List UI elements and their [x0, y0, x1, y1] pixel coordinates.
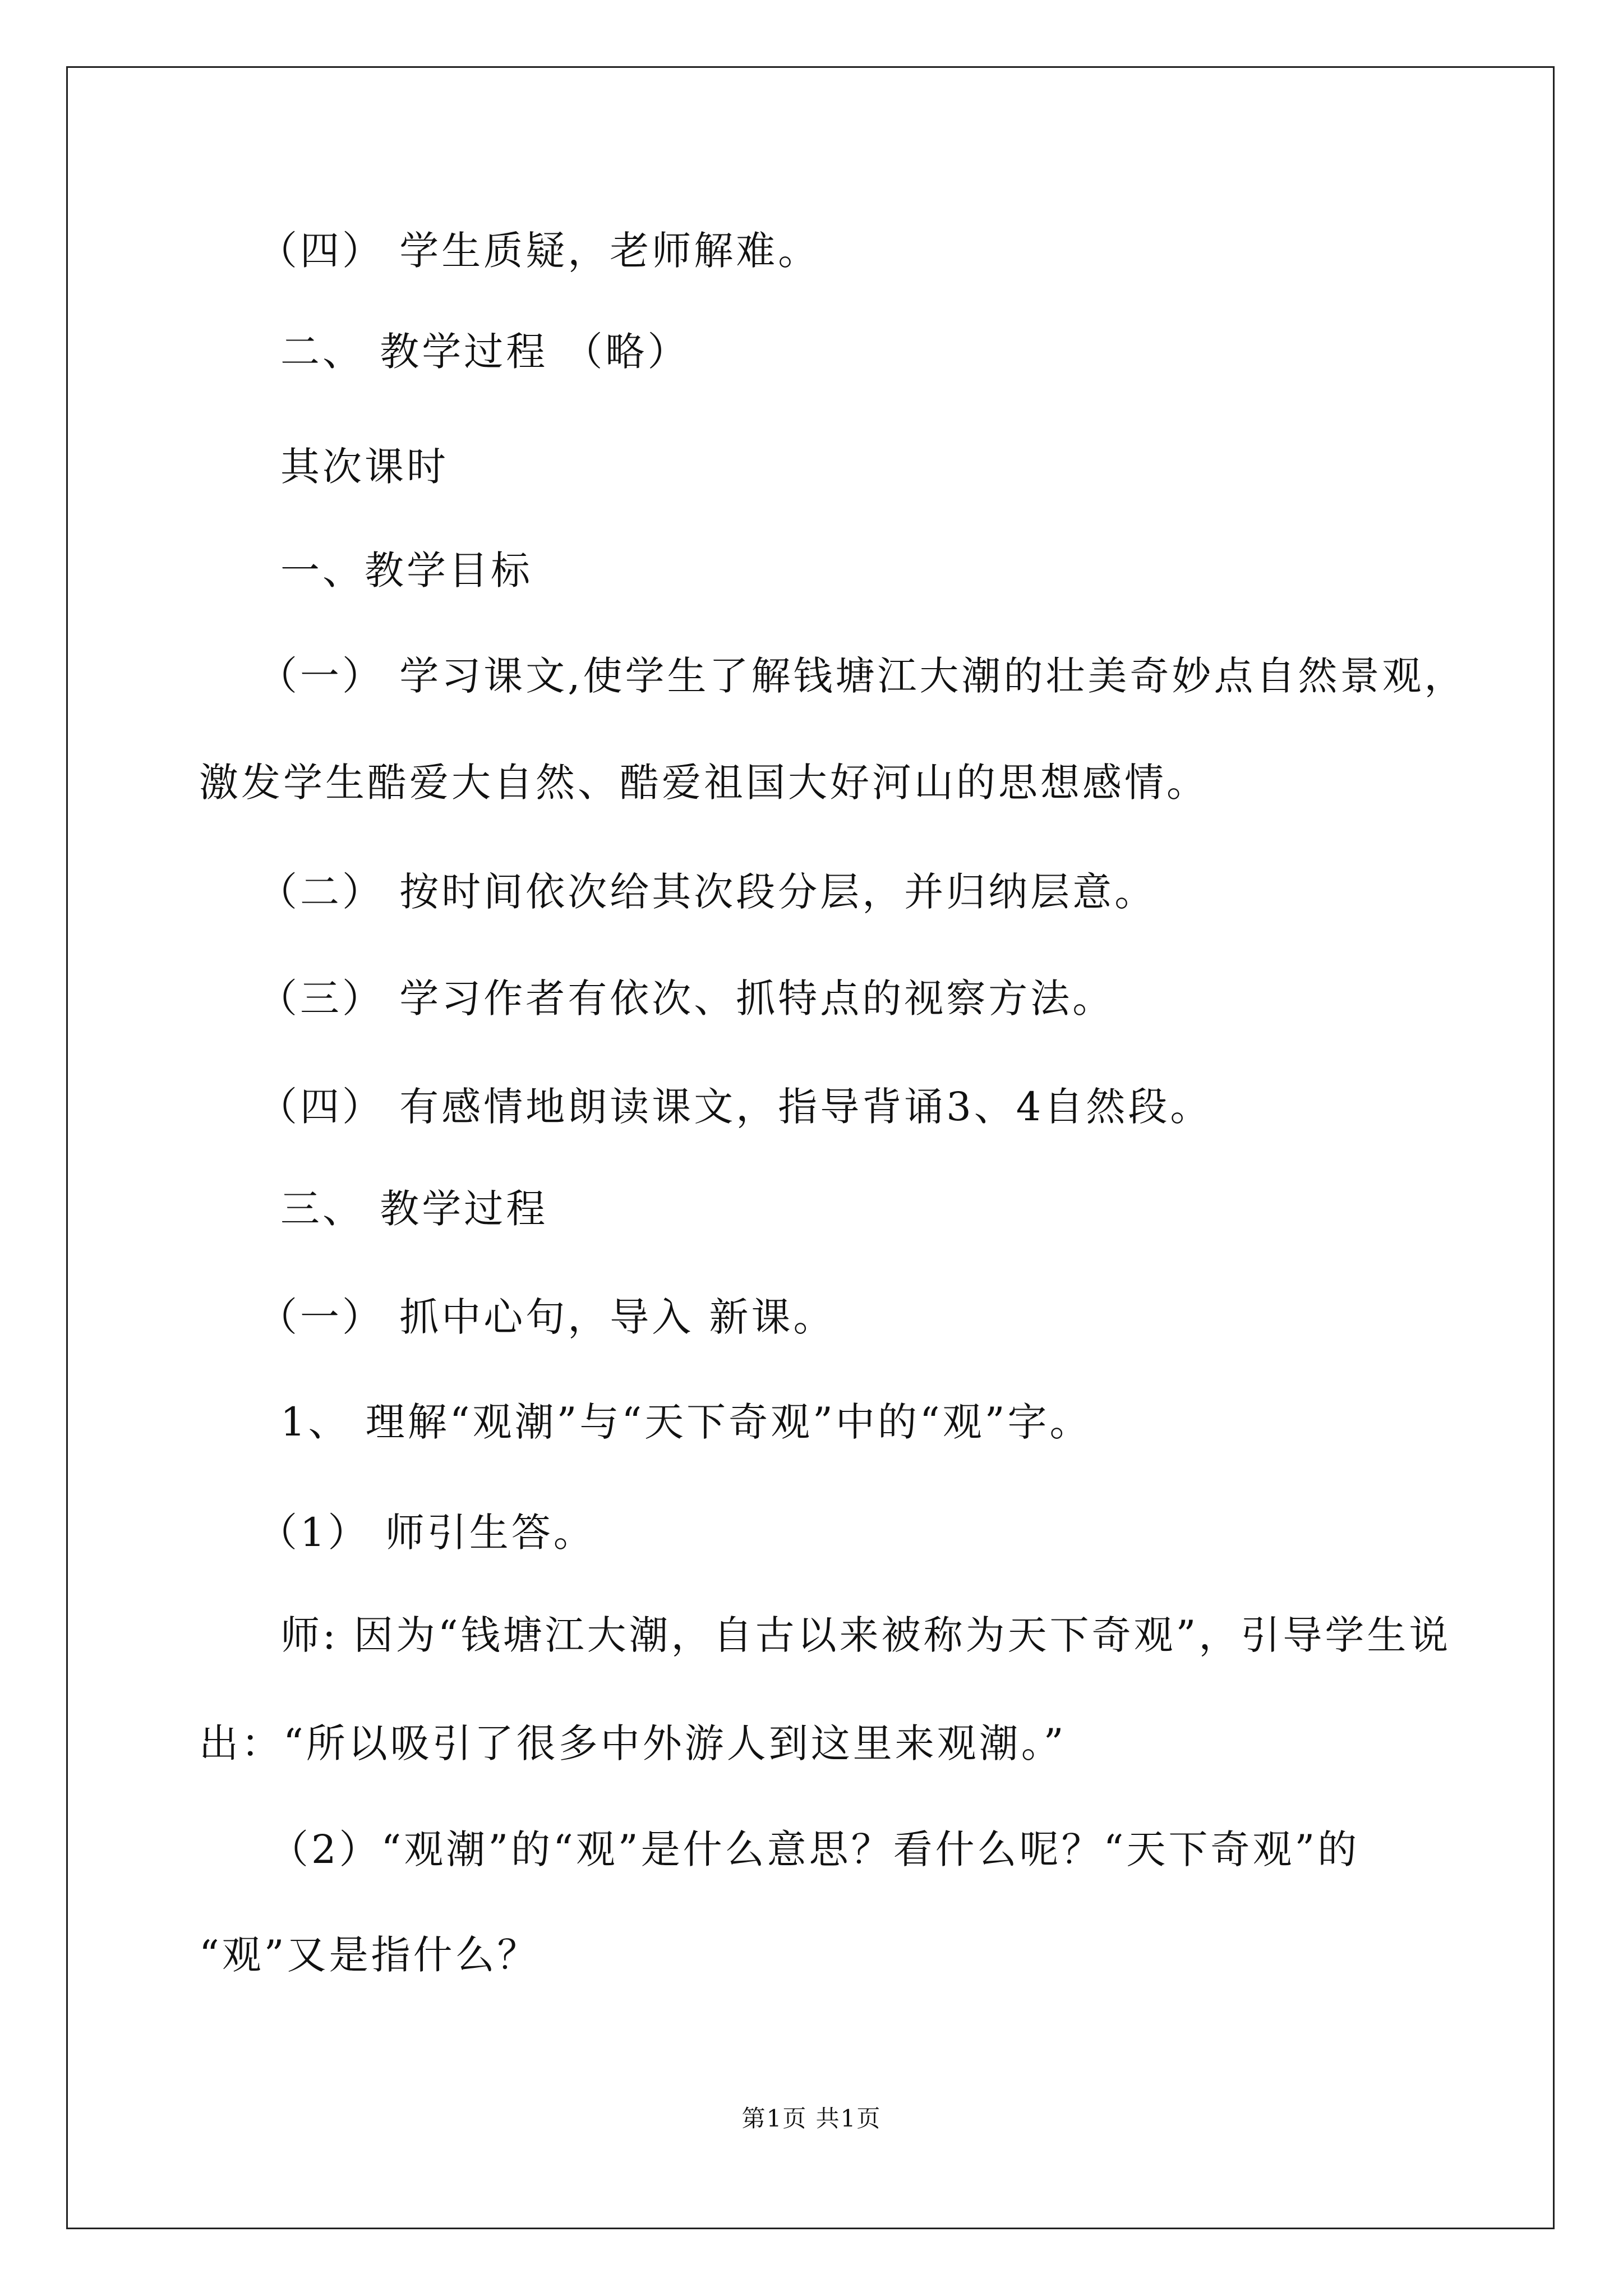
page-footer: 第1页 共1页 — [741, 2105, 882, 2132]
text-line-12: 1、 理解“观潮”与“天下奇观”中的“观”字。 — [280, 1399, 1092, 1445]
page-border — [66, 66, 1555, 2229]
text-line-1: （四） 学生质疑，老师解难。 — [258, 228, 820, 274]
text-line-7: （二） 按时间依次给其次段分层，并归纳层意。 — [258, 869, 1157, 915]
text-line-8: （三） 学习作者有依次、抓特点的视察方法。 — [258, 976, 1115, 1022]
text-line-10: 三、 教学过程 — [280, 1186, 548, 1232]
text-line-6: 激发学生酷爱大自然、酷爱祖国大好河山的思想感情。 — [199, 760, 1209, 806]
text-line-15: 出：“所以吸引了很多中外游人到这里来观潮。” — [199, 1720, 1067, 1766]
text-line-5: （一） 学习课文,使学生了解钱塘江大潮的壮美奇妙点自然景观， — [258, 653, 1467, 699]
text-line-17: “观”又是指什么？ — [199, 1932, 540, 1978]
text-line-9: （四） 有感情地朗读课文，指导背诵3、4自然段。 — [258, 1084, 1212, 1130]
text-line-14: 师: 因为“钱塘江大潮，自古以来被称为天下奇观”，引导学生说 — [280, 1612, 1451, 1658]
text-line-3: 其次课时 — [280, 444, 449, 490]
text-line-11: （一） 抓中心句，导入 新课。 — [258, 1294, 836, 1340]
text-line-2: 二、 教学过程 （略） — [280, 329, 690, 375]
text-line-4: 一、教学目标 — [280, 547, 533, 593]
text-line-13: （1） 师引生答。 — [258, 1510, 596, 1556]
text-line-16: （2）“观潮”的“观”是什么意思？看什么呢？“天下奇观”的 — [269, 1826, 1360, 1872]
